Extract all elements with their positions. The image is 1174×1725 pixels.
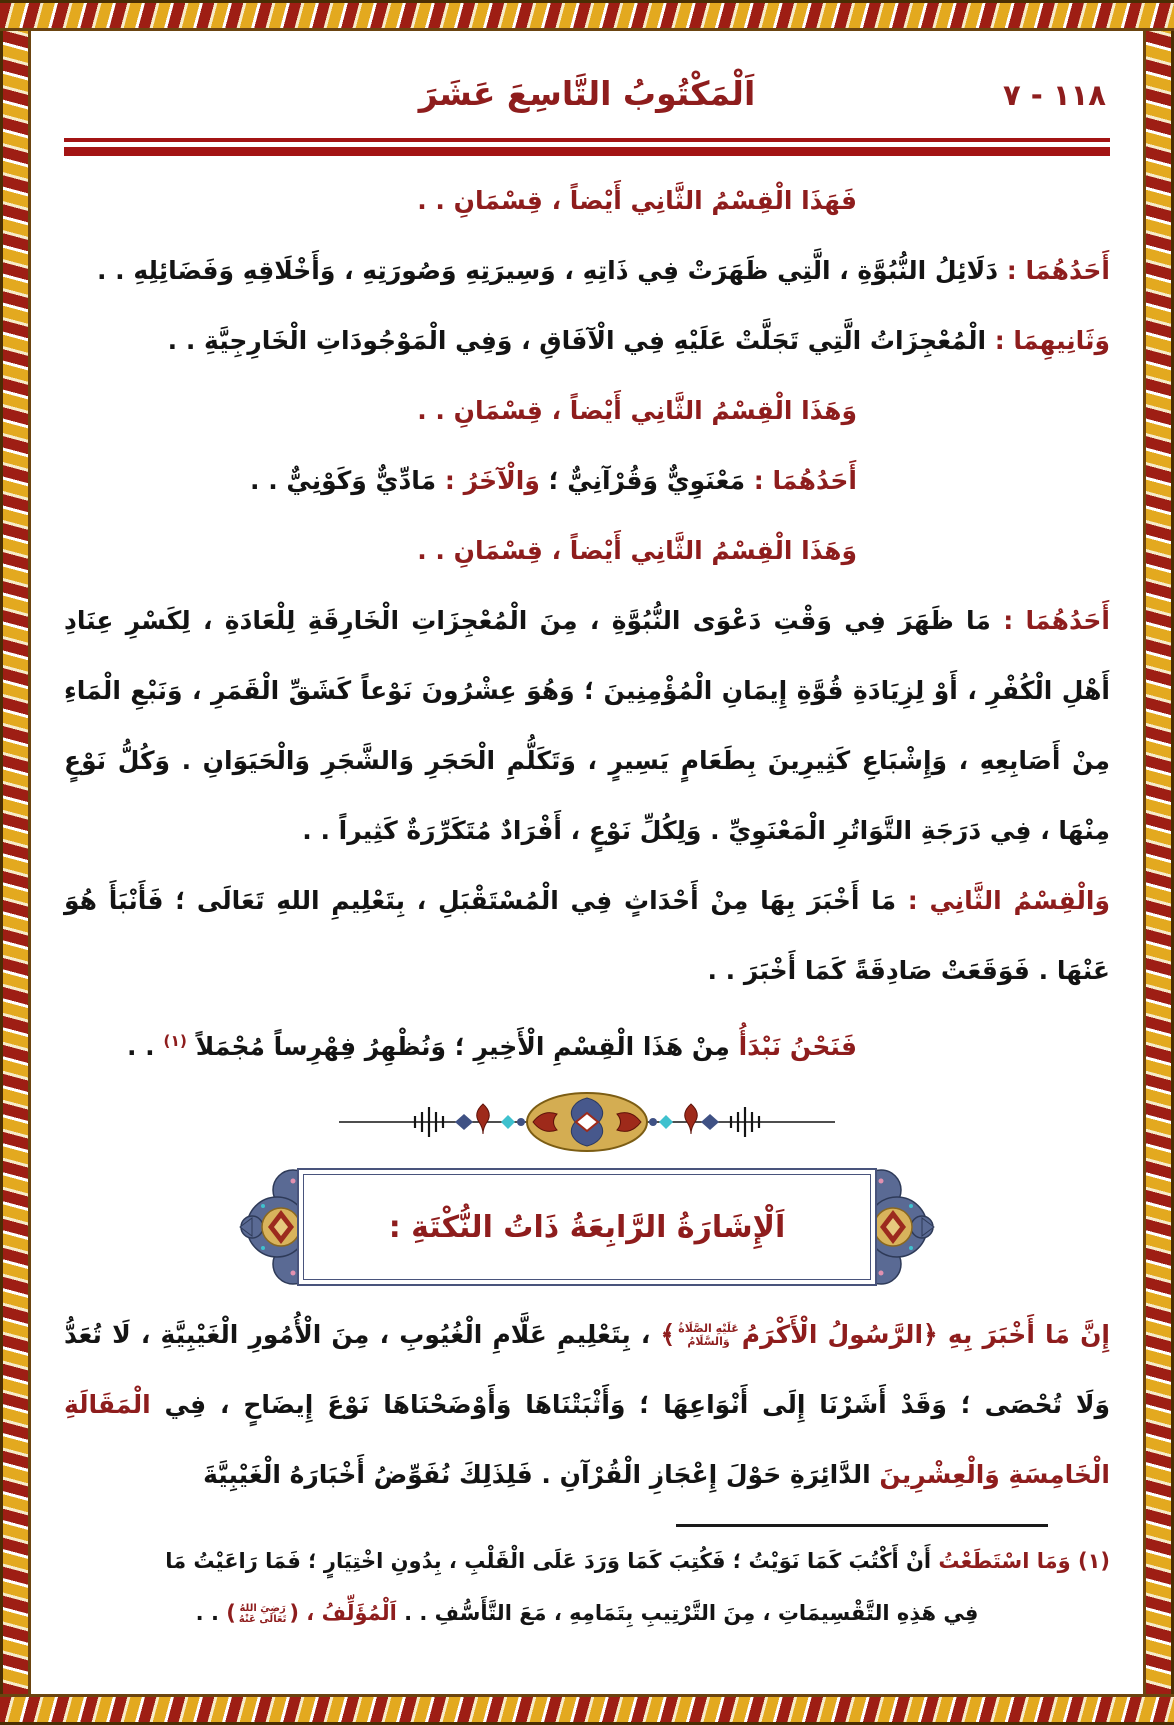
paragraph-10: [64, 1300, 1110, 1510]
paragraph-7: [64, 586, 1110, 866]
footnote-text: فِي هَذِهِ التَّقْسِيمَاتِ ، مِنَ التَّرْتِيبِ بِتَمَامِهِ ، مَعَ التَّأَسُّفِ . .: [396, 1601, 979, 1625]
border-chain-right: [1143, 31, 1174, 1694]
paragraph-2: [64, 236, 1110, 306]
paragraph-text: مِنْ هَذَا الْقِسْمِ الْأَخِيرِ ؛ وَنُظْهِرُ فِهْرِساً مُجْمَلاً: [187, 1032, 730, 1061]
paragraph-6: [64, 516, 1110, 586]
author-seal: [239, 1603, 287, 1626]
section-heading: اَلْإِشَارَةُ الرَّابِعَةُ ذَاتُ النُّكْتَةِ :: [388, 1209, 786, 1245]
paragraph-text: ، بِتَعْلِيمِ عَلَّامِ الْغُيُوبِ ، مِنَ الْأُمُورِ الْغَيْبِيَّةِ ، لَا تُعَدُّ وَلَا تُحْصَى ؛ وَقَدْ أَشَرْنَا إِلَى أَنْوَاعِهَا ؛ وَأَثْبَتْنَاهَا وَأَوْضَحْنَاهَا نَوْعَ إِيضَاحٍ ، فِي: [64, 1320, 1110, 1419]
lead-word: وَثَانِيهِمَا :: [986, 326, 1110, 355]
paragraph-1: [64, 166, 1110, 236]
footnote-line: [64, 1587, 1110, 1639]
paragraph-text: مَادِّيٌّ وَكَوْنِيٌّ . .: [250, 466, 437, 495]
page-title: اَلْمَكْتُوبُ التَّاسِعَ عَشَرَ: [418, 74, 756, 113]
ornate-bracket-open: ﴿: [923, 1320, 938, 1349]
footnote: [64, 1535, 1110, 1639]
paragraph-text: الدَّائِرَةِ حَوْلَ إِعْجَازِ الْقُرْآنِ . فَلِذَلِكَ نُفَوِّضُ أَخْبَارَهُ الْغَيْبِيَّةَ: [203, 1460, 880, 1489]
main-text: [64, 166, 1110, 1082]
section-heading-inner-frame: [303, 1174, 871, 1280]
highlighted-reference: الْمَقَالَةِ الْخَامِسَةِ وَالْعِشْرِينَ: [64, 1390, 1110, 1489]
paragraph-text: وَهَذَا الْقِسْمُ الثَّانِي أَيْضاً ، قِسْمَانِ . .: [417, 396, 857, 425]
paragraph-text: وَهَذَا الْقِسْمُ الثَّانِي أَيْضاً ، قِسْمَانِ . .: [417, 536, 857, 565]
honorific-seal-line: عَلَيْهِ الصَّلَاةُ: [678, 1322, 739, 1336]
footnote-divider: [676, 1524, 1048, 1527]
honorific-seal: [678, 1323, 739, 1348]
border-chain-top: [0, 0, 1174, 31]
lead-word: فَنَحْنُ نَبْدَأُ: [729, 1032, 857, 1061]
honorific-seal-line: وَالسَّلَامُ: [687, 1335, 730, 1348]
author-signature: اَلْمُؤَلِّفُ ،: [298, 1601, 397, 1625]
section-heading-box: [247, 1168, 927, 1286]
paragraph-text: الْمُعْجِزَاتُ الَّتِي تَجَلَّتْ عَلَيْهِ فِي الْآفَاقِ ، وَفِي الْمَوْجُودَاتِ الْخَارِجِيَّةِ . .: [167, 326, 987, 355]
section-heading-frame: [297, 1168, 877, 1286]
author-seal-line: رَضِيَ اللهُ: [239, 1602, 286, 1614]
footnote-line: [64, 1535, 1110, 1587]
lead-word: إِنَّ مَا أَخْبَرَ بِهِ: [937, 1320, 1110, 1349]
ornament-divider-icon: [337, 1090, 837, 1154]
section-text: [64, 1300, 1110, 1510]
paragraph-text: . .: [126, 1032, 164, 1061]
lead-word: وَالْقِسْمُ الثَّانِي :: [896, 886, 1110, 915]
paragraph-text: مَا أَخْبَرَ بِهَا مِنْ أَحْدَاثٍ فِي الْمُسْتَقْبَلِ ، بِتَعْلِيمِ اللهِ تَعَالَى ؛ فَأَنْبَأَ هُوَ عَنْهَا . فَوَقَعَتْ صَادِقَةً كَمَا أَخْبَرَ . .: [64, 886, 1110, 985]
paragraph-3: [64, 306, 1110, 376]
footnote-marker: (١) وَمَا اسْتَطَعْتُ: [931, 1549, 1110, 1573]
seal-paren-open: (: [289, 1601, 299, 1625]
paragraph-text: دَلَائِلُ النُّبُوَّةِ ، الَّتِي ظَهَرَتْ فِي ذَاتِهِ ، وَسِيرَتِهِ وَصُورَتِهِ ، وَأَخْلَاقِهِ وَفَضَائِلِهِ . .: [96, 256, 999, 285]
lead-word: أَحَدُهُمَا :: [998, 256, 1110, 285]
prophet-title: الرَّسُولُ الْأَكْرَمُ: [741, 1320, 924, 1349]
footnote-text: . .: [195, 1601, 227, 1625]
footnote-reference: (١): [163, 1032, 188, 1050]
border-chain-left: [0, 31, 31, 1694]
paragraph-4: [64, 376, 1110, 446]
author-seal-line: تَعَالَى عَنْهُ: [238, 1614, 287, 1625]
lead-word: وَالْآخَرُ :: [436, 466, 540, 495]
paragraph-9: [64, 1006, 1110, 1082]
lead-word: أَحَدُهُمَا :: [745, 466, 857, 495]
page-header: [64, 74, 1110, 132]
ornate-bracket-close: ﴾: [660, 1320, 676, 1349]
footnote-text: أَنْ أَكْتُبَ كَمَا نَوَيْتُ ؛ فَكُتِبَ كَمَا وَرَدَ عَلَى الْقَلْبِ ، بِدُونِ اخْتِيَارٍ ؛ فَمَا رَاعَيْتُ مَا: [165, 1549, 932, 1573]
page-content: [34, 34, 1140, 1691]
lead-word: أَحَدُهُمَا :: [990, 606, 1110, 635]
paragraph-8: [64, 866, 1110, 1006]
paragraph-text: مَا ظَهَرَ فِي وَقْتِ دَعْوَى النُّبُوَّةِ ، مِنَ الْمُعْجِزَاتِ الْخَارِقَةِ لِلْعَادَةِ ، لِكَسْرِ عِنَادِ أَهْلِ الْكُفْرِ ، أَوْ لِزِيَادَةِ قُوَّةِ إِيمَانِ الْمُؤْمِنِينَ ؛ وَهُوَ عِشْرُونَ نَوْعاً كَشَقِّ الْقَمَرِ ، وَنَبْعِ الْمَاءِ مِنْ أَصَابِعِهِ ، وَإِشْبَاعِ كَثِيرِينَ بِطَعَامٍ يَسِيرٍ ، وَتَكَلُّمِ الْحَجَرِ وَالشَّجَرِ وَالْحَيَوَانِ . وَكُلُّ نَوْعٍ مِنْهَا ، فِي دَرَجَةِ التَّوَاتُرِ الْمَعْنَوِيِّ . وَلِكُلِّ نَوْعٍ ، أَفْرَادٌ مُتَكَرِّرَةٌ كَثِيراً . .: [64, 606, 1110, 845]
seal-paren-close: ): [226, 1601, 236, 1625]
header-double-rule: [64, 138, 1110, 156]
paragraph-text: مَعْنَوِيٌّ وَقُرْآنِيٌّ ؛: [539, 466, 746, 495]
page-number: ١١٨ - ٧: [1002, 78, 1106, 112]
paragraph-text: فَهَذَا الْقِسْمُ الثَّانِي أَيْضاً ، قِسْمَانِ . .: [417, 186, 857, 215]
paragraph-5: [64, 446, 1110, 516]
border-chain-bottom: [0, 1694, 1174, 1725]
